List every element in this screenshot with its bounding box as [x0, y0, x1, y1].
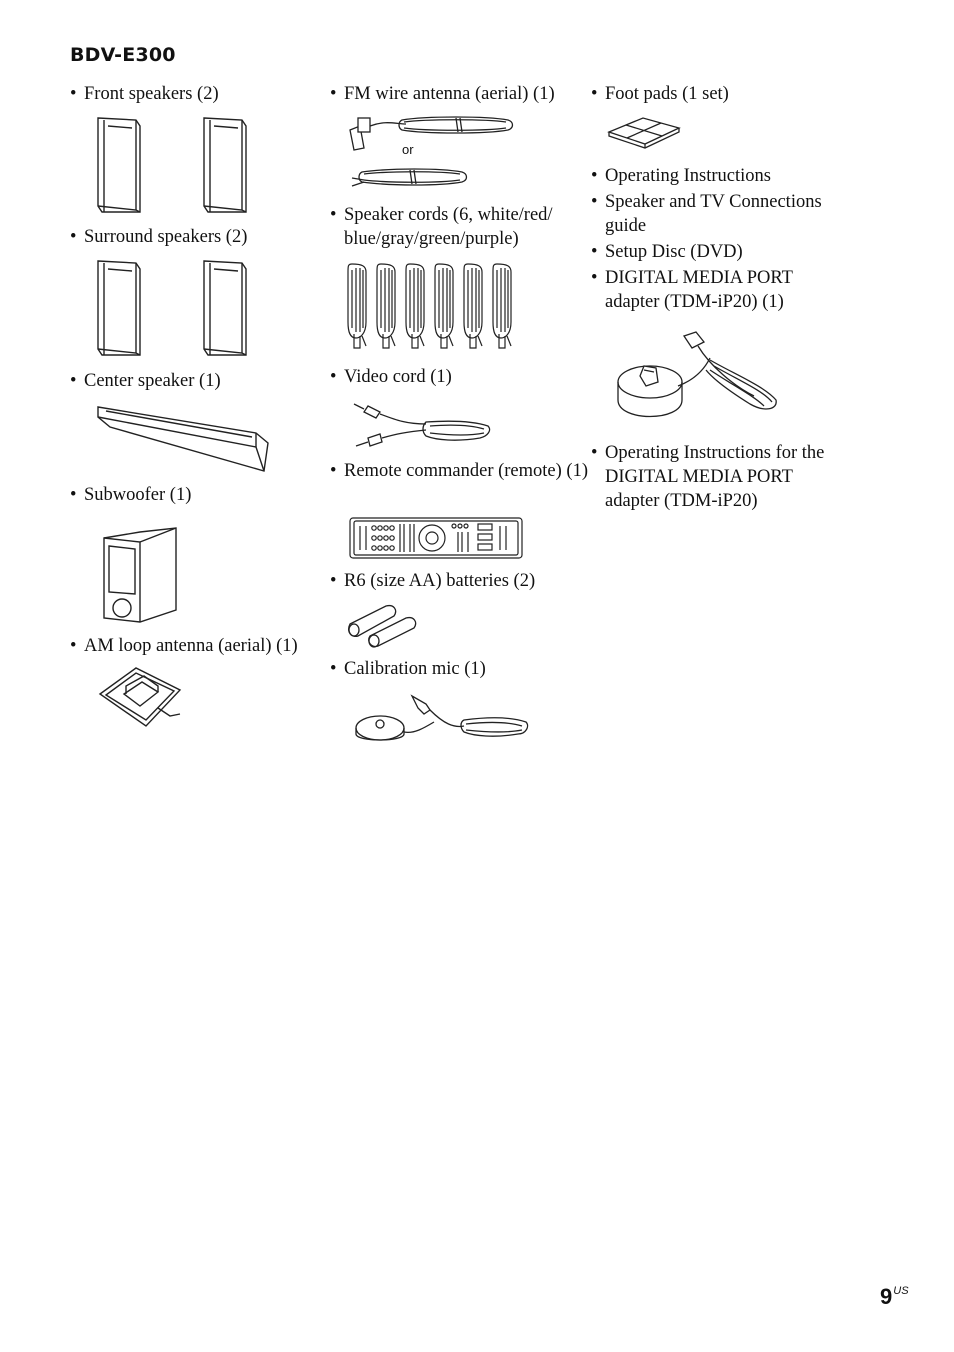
item-am-antenna [70, 634, 334, 658]
dmp-adapter-illustration [614, 330, 782, 426]
model-heading: BDV-E300 [70, 44, 176, 66]
item-setup-disc [591, 240, 855, 264]
am-loop-antenna-illustration [96, 664, 184, 732]
item-operating-instructions [591, 164, 855, 188]
item-label: Speaker and TV Connections guide [605, 192, 822, 236]
item-label: Remote commander (remote) (1) [344, 461, 588, 481]
item-surround-speakers [70, 225, 324, 249]
item-label: AM loop antenna (aerial) (1) [84, 636, 298, 656]
item-label: Calibration mic (1) [344, 659, 486, 679]
bullet: • [330, 461, 337, 481]
video-cord-illustration [346, 400, 496, 452]
item-label: Setup Disc (DVD) [605, 242, 743, 262]
bullet: • [591, 242, 598, 262]
item-batteries [330, 569, 594, 593]
remote-illustration [348, 516, 524, 560]
fm-antenna-connector-illustration [346, 112, 516, 152]
bullet: • [330, 367, 337, 387]
bullet: • [591, 443, 598, 463]
item-label: Operating Instructions for the DIGITAL MEDIA PORT adapter (TDM-iP20) [605, 443, 825, 511]
item-dmp-instructions [591, 441, 845, 513]
bullet: • [70, 227, 77, 247]
bullet: • [70, 636, 77, 656]
item-label: Surround speakers (2) [84, 227, 248, 247]
subwoofer-illustration [100, 520, 180, 626]
item-video-cord [330, 365, 594, 389]
item-fm-antenna [330, 82, 594, 106]
bullet: • [70, 84, 77, 104]
bullet: • [591, 166, 598, 186]
item-label: Subwoofer (1) [84, 485, 192, 505]
batteries-illustration [346, 602, 418, 648]
bullet: • [330, 84, 337, 104]
bullet: • [70, 371, 77, 391]
item-label: FM wire antenna (aerial) (1) [344, 84, 555, 104]
bullet: • [70, 485, 77, 505]
item-remote [330, 459, 594, 483]
item-label: Foot pads (1 set) [605, 84, 729, 104]
bullet: • [591, 84, 598, 104]
surround-speakers-illustration [96, 259, 256, 359]
bullet: • [330, 571, 337, 591]
foot-pads-illustration [607, 116, 683, 150]
item-subwoofer [70, 483, 324, 507]
fm-antenna-wire-illustration [350, 164, 470, 192]
bullet: • [330, 205, 337, 225]
fm-antenna-or: or [402, 142, 414, 157]
item-connections-guide [591, 190, 855, 238]
item-label: Speaker cords (6, white/red/ blue/gray/green/purple) [344, 205, 553, 249]
item-speaker-cords [330, 203, 594, 251]
page-number-suffix: US [893, 1285, 909, 1297]
item-label: Operating Instructions [605, 166, 771, 186]
speaker-cords-illustration [346, 262, 526, 354]
item-label: Center speaker (1) [84, 371, 221, 391]
center-speaker-illustration [96, 403, 272, 475]
item-center-speaker [70, 369, 324, 393]
item-label: DIGITAL MEDIA PORT adapter (TDM-iP20) (1) [605, 268, 793, 312]
item-dmp-adapter [591, 266, 835, 314]
front-speakers-illustration [96, 116, 256, 216]
bullet: • [591, 268, 598, 288]
item-label: Video cord (1) [344, 367, 452, 387]
item-front-speakers [70, 82, 324, 106]
bullet: • [591, 192, 598, 212]
item-calibration-mic [330, 657, 594, 681]
calibration-mic-illustration [354, 694, 534, 750]
item-foot-pads [591, 82, 855, 106]
item-label: R6 (size AA) batteries (2) [344, 571, 536, 591]
item-label: Front speakers (2) [84, 84, 219, 104]
bullet: • [330, 659, 337, 679]
page-number [880, 1284, 909, 1310]
page-number-value: 9 [880, 1284, 893, 1309]
